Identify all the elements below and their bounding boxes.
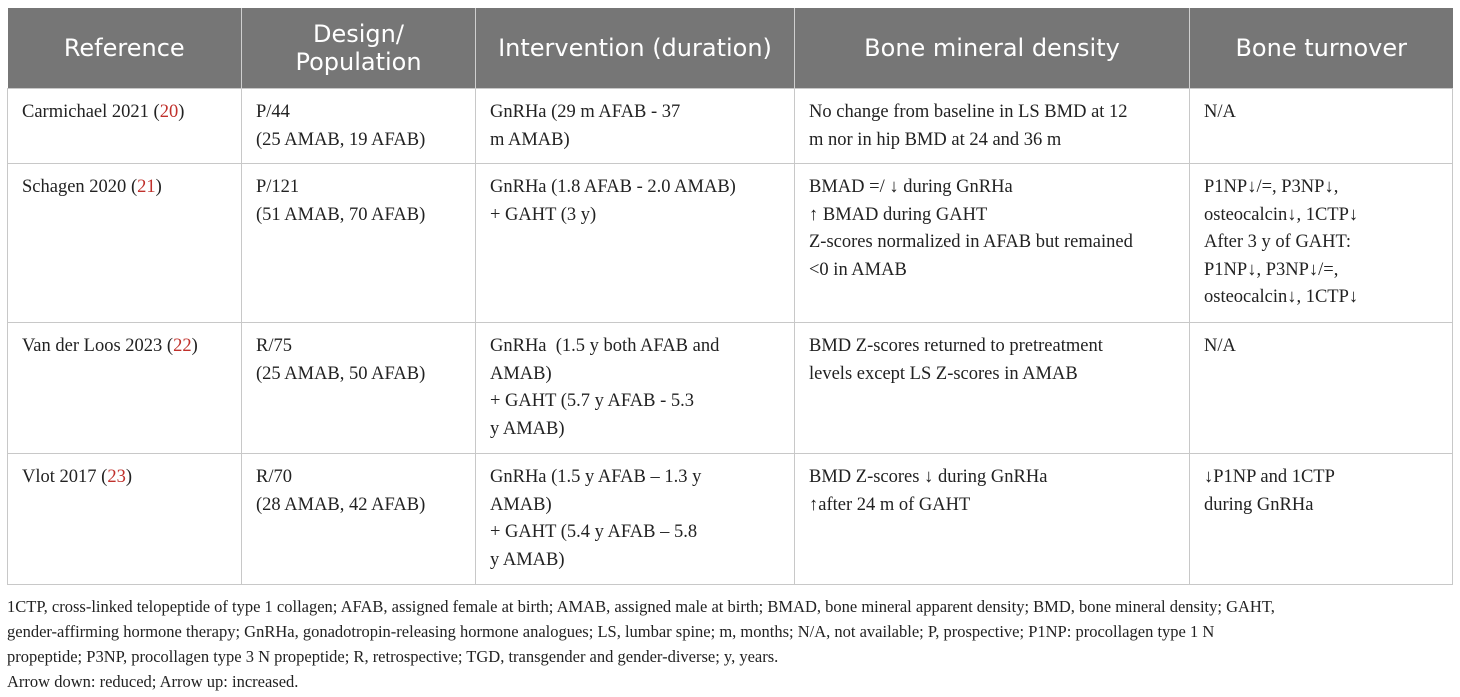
bmd-line: BMAD =/ ↓ during GnRHa	[809, 177, 1013, 197]
bmd-line: m nor in hip BMD at 24 and 36 m	[809, 129, 1062, 150]
table-row	[8, 164, 1453, 323]
header-bone-turnover: Bone turnover	[1190, 8, 1453, 89]
reference-author: Schagen 2020	[22, 177, 127, 197]
intervention-line: + GAHT (5.4 y AFAB – 5.8	[490, 522, 698, 542]
header-bone-mineral-density: Bone mineral density	[795, 8, 1190, 89]
reference-link[interactable]: 22	[173, 336, 192, 356]
reference-author: Carmichael 2021	[22, 102, 149, 122]
turnover-line: P1NP↓, P3NP↓/=,	[1204, 259, 1339, 280]
header-population-line: Population	[295, 48, 422, 76]
footnote-line: 1CTP, cross-linked telopeptide of type 1 collagen; AFAB, assigned female at birth; AMAB, assigned male at birth; BMAD, bone mineral apparent density; BMD, bone mineral density; GAHT,	[7, 597, 1275, 616]
turnover-line: P1NP↓/=, P3NP↓,	[1204, 177, 1339, 197]
study-table-container	[7, 8, 1452, 585]
header-row	[8, 8, 1453, 89]
table-footnote	[7, 594, 1455, 694]
intervention-line: y AMAB)	[490, 418, 565, 439]
footnote-arrows-legend: Arrow down: reduced; Arrow up: increased.	[7, 672, 299, 691]
table-row	[8, 454, 1453, 585]
design-line: (25 AMAB, 50 AFAB)	[256, 363, 426, 384]
cell-intervention	[476, 454, 795, 585]
intervention-line: + GAHT (3 y)	[490, 204, 597, 225]
design-line: P/121	[256, 177, 300, 197]
cell-turnover	[1190, 454, 1453, 585]
bmd-line: No change from baseline in LS BMD at 12	[809, 102, 1128, 122]
intervention-line: AMAB)	[490, 494, 552, 515]
bmd-line: ↑after 24 m of GAHT	[809, 494, 971, 515]
intervention-line: y AMAB)	[490, 549, 565, 570]
reference-author: Vlot 2017	[22, 467, 97, 487]
bmd-line: <0 in AMAB	[809, 259, 907, 280]
cell-turnover	[1190, 89, 1453, 164]
intervention-line: GnRHa (29 m AFAB - 37	[490, 102, 681, 122]
design-line: R/70	[256, 467, 292, 487]
reference-link[interactable]: 20	[159, 102, 179, 122]
turnover-line: ↓P1NP and 1CTP	[1204, 467, 1335, 487]
intervention-line: m AMAB)	[490, 129, 570, 150]
turnover-line: N/A	[1204, 102, 1236, 122]
turnover-line: After 3 y of GAHT:	[1204, 232, 1352, 252]
cell-turnover	[1190, 164, 1453, 323]
intervention-line: GnRHa (1.5 y AFAB – 1.3 y	[490, 467, 702, 487]
cell-intervention	[476, 164, 795, 323]
design-line: P/44	[256, 102, 290, 122]
intervention-line: + GAHT (5.7 y AFAB - 5.3	[490, 391, 695, 411]
design-line: (51 AMAB, 70 AFAB)	[256, 204, 426, 225]
cell-reference: Schagen 2020 (21)	[8, 164, 242, 323]
study-table	[7, 8, 1453, 585]
reference-link[interactable]: 21	[137, 177, 156, 197]
bmd-line: BMD Z-scores ↓ during GnRHa	[809, 467, 1048, 487]
header-design-line: Design/	[313, 20, 404, 48]
turnover-line: osteocalcin↓, 1CTP↓	[1204, 287, 1359, 307]
table-body	[8, 89, 1453, 585]
design-line: R/75	[256, 336, 292, 356]
cell-reference: Carmichael 2021 (20)	[8, 89, 242, 164]
cell-intervention	[476, 323, 795, 454]
cell-design	[242, 323, 476, 454]
turnover-line: osteocalcin↓, 1CTP↓	[1204, 204, 1359, 225]
bmd-line: Z-scores normalized in AFAB but remained	[809, 232, 1133, 252]
table-header	[8, 8, 1453, 89]
reference-author: Van der Loos 2023	[22, 336, 163, 356]
cell-intervention	[476, 89, 795, 164]
header-intervention: Intervention (duration)	[476, 8, 795, 89]
turnover-line: during GnRHa	[1204, 494, 1314, 515]
footnote-abbreviations	[7, 594, 1455, 669]
bmd-line: ↑ BMAD during GAHT	[809, 204, 988, 225]
cell-design	[242, 164, 476, 323]
bmd-line: BMD Z-scores returned to pretreatment	[809, 336, 1103, 356]
cell-bmd	[795, 323, 1190, 454]
turnover-line: N/A	[1204, 336, 1236, 356]
intervention-line: GnRHa (1.8 AFAB - 2.0 AMAB)	[490, 177, 736, 197]
design-line: (25 AMAB, 19 AFAB)	[256, 129, 426, 150]
cell-reference: Van der Loos 2023 (22)	[8, 323, 242, 454]
cell-bmd	[795, 454, 1190, 585]
intervention-line: AMAB)	[490, 363, 552, 384]
table-row	[8, 89, 1453, 164]
cell-reference: Vlot 2017 (23)	[8, 454, 242, 585]
cell-bmd	[795, 89, 1190, 164]
footnote-line: propeptide; P3NP, procollagen type 3 N propeptide; R, retrospective; TGD, transgender and gender-diverse; y, years.	[7, 647, 779, 666]
reference-link[interactable]: 23	[107, 467, 126, 487]
cell-design	[242, 89, 476, 164]
footnote-line: gender-affirming hormone therapy; GnRHa, gonadotropin-releasing hormone analogues; LS, lumbar spine; m, months; N/A, not available; P, prospective; P1NP: procollagen type 1 N	[7, 622, 1215, 641]
header-reference: Reference	[8, 8, 242, 89]
cell-design	[242, 454, 476, 585]
design-line: (28 AMAB, 42 AFAB)	[256, 494, 426, 515]
bmd-line: levels except LS Z-scores in AMAB	[809, 363, 1078, 384]
cell-turnover	[1190, 323, 1453, 454]
cell-bmd	[795, 164, 1190, 323]
intervention-line: GnRHa (1.5 y both AFAB and	[490, 336, 720, 356]
table-row	[8, 323, 1453, 454]
header-design-population	[242, 8, 476, 89]
